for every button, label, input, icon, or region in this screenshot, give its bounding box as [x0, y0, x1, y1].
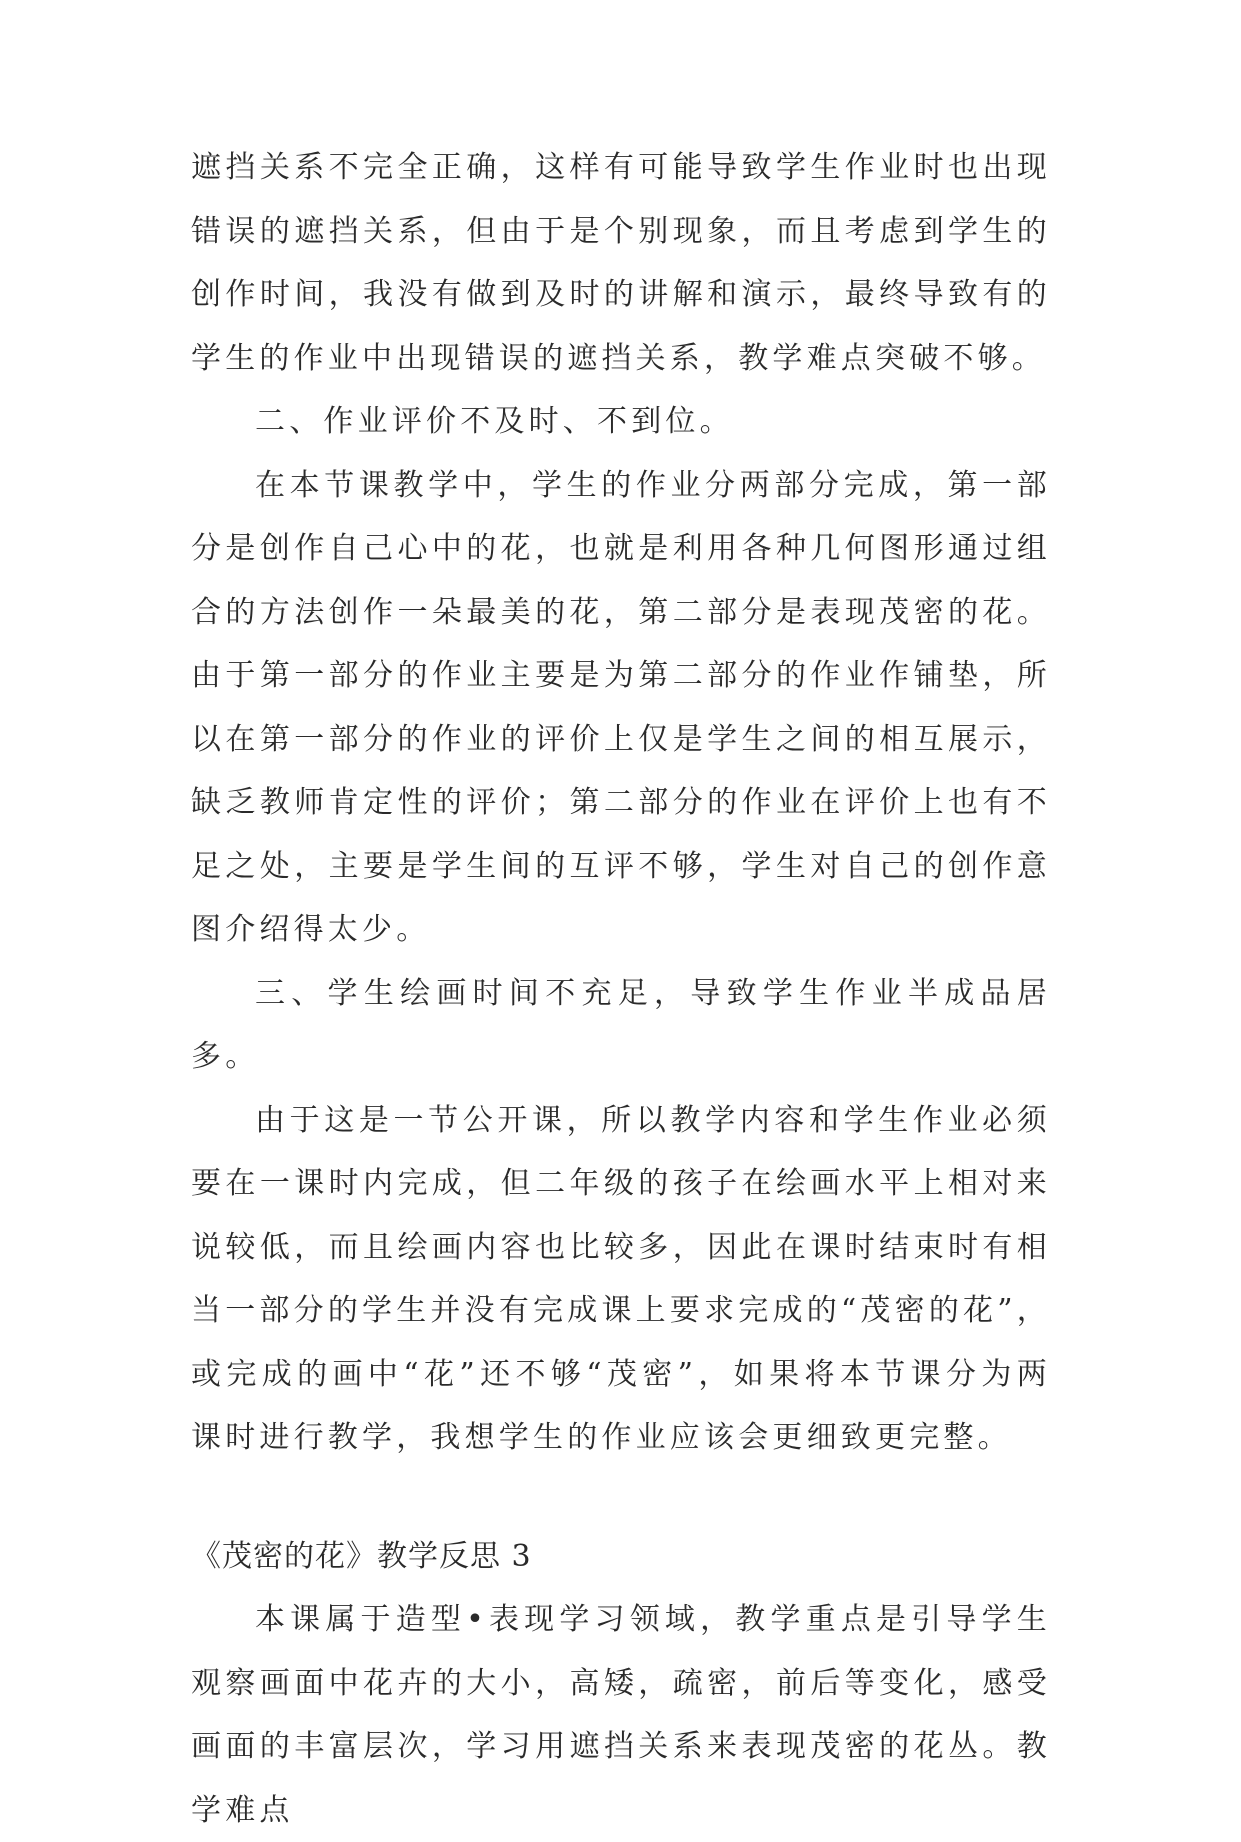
body-paragraph: 由于这是一节公开课，所以教学内容和学生作业必须要在一课时内完成，但二年级的孩子在绘画水平上相对来说较低，而且绘画内容也比较多，因此在课时结束时有相当一部分的学生并没有完成课上要求完成的“茂密的花”，或完成的画中“花”还不够“茂密”，如果将本节课分为两课时进行教学，我想学生的作业应该会更细致更完整。 [191, 1102, 1052, 1455]
document-page [191, 136, 1051, 1842]
document-title: 《茂密的花》教学反思 3 [191, 1538, 532, 1574]
body-paragraph: 本课属于造型•表现学习领域，教学重点是引导学生观察画面中花卉的大小，高矮，疏密，前后等变化，感受画面的丰富层次，学习用遮挡关系来表现茂密的花丛。教学难点 [191, 1602, 1051, 1828]
section-heading: 二、作业评价不及时、不到位。 [255, 404, 734, 439]
body-paragraph: 遮挡关系不完全正确，这样有可能导致学生作业时也出现错误的遮挡关系，但由于是个别现象，而且考虑到学生的创作时间，我没有做到及时的讲解和演示，最终导致有的学生的作业中出现错误的遮挡关系，教学难点突破不够。 [191, 150, 1051, 376]
section-heading: 三、学生绘画时间不充足，导致学生作业半成品居多。 [191, 975, 1051, 1074]
body-paragraph: 在本节课教学中，学生的作业分两部分完成，第一部分是创作自己心中的花，也就是利用各种几何图形通过组合的方法创作一朵最美的花，第二部分是表现茂密的花。由于第一部分的作业主要是为第二部分的作业作铺垫，所以在第一部分的作业的评价上仅是学生之间的相互展示，缺乏教师肯定性的评价；第二部分的作业在评价上也有不足之处，主要是学生间的互评不够，学生对自己的创作意图介绍得太少。 [191, 467, 1051, 947]
